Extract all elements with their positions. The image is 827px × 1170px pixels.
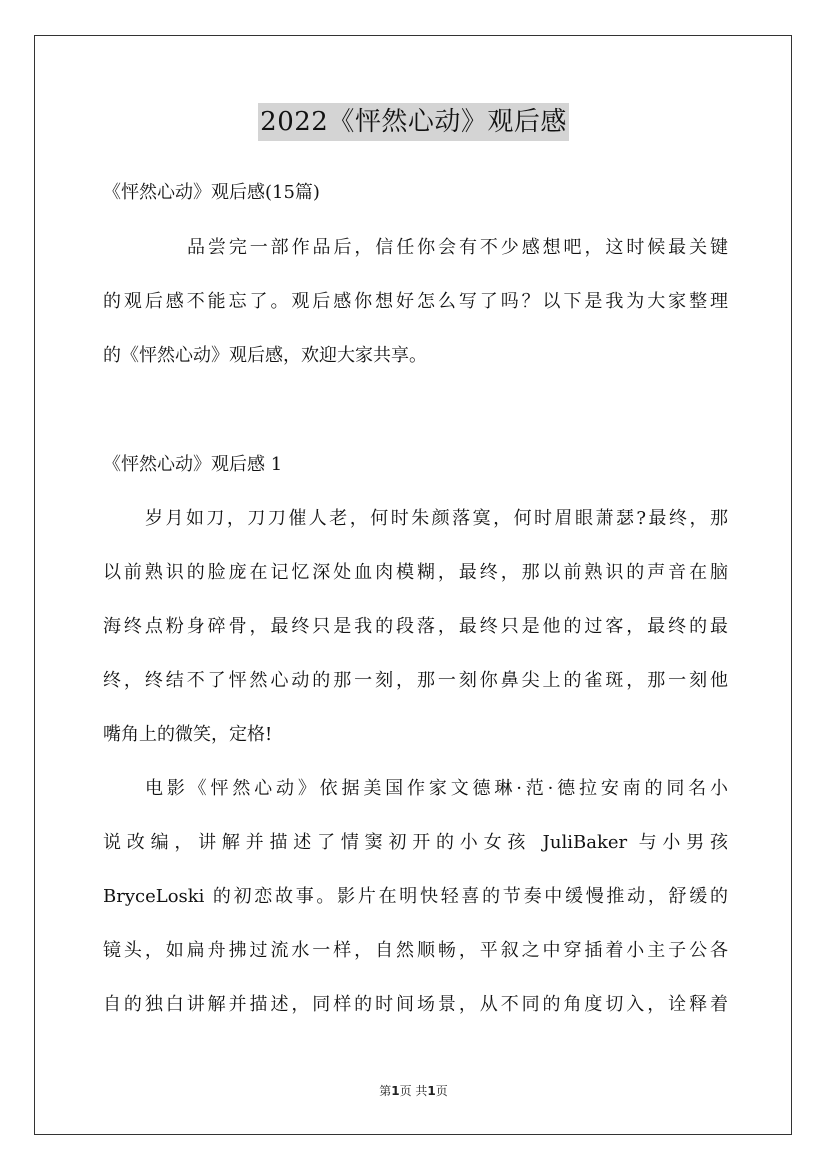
paragraph2-line-1: 电影《怦然心动》依据美国作家文德琳·范·德拉安南的同名小	[145, 778, 728, 799]
paragraph1-line-2: 以前熟识的脸庞在记忆深处血肉模糊，最终，那以前熟识的声音在脑	[103, 562, 728, 583]
footer-page-mid: 页 共	[399, 1084, 428, 1098]
paragraph2-line-3: BryceLoski 的初恋故事。影片在明快轻喜的节奏中缓慢推动，舒缓的	[103, 886, 728, 907]
paragraph1-line-5: 嘴角上的微笑，定格!	[103, 724, 273, 745]
intro-line-3: 的《怦然心动》观后感，欢迎大家共享。	[103, 345, 427, 366]
footer-current-page: 1	[391, 1084, 400, 1098]
paragraph1-line-4: 终，终结不了怦然心动的那一刻，那一刻你鼻尖上的雀斑，那一刻他	[103, 670, 728, 691]
document-title: 2022《怦然心动》观后感	[258, 103, 569, 141]
footer-page-prefix: 第	[379, 1084, 392, 1098]
paragraph1-line-3: 海终点粉身碎骨，最终只是我的段落，最终只是他的过客，最终的最	[103, 616, 728, 637]
paragraph2-line-5: 自的独白讲解并描述，同样的时间场景，从不同的角度切入，诠释着	[103, 994, 728, 1015]
page-footer	[0, 1083, 827, 1099]
title-container	[0, 103, 827, 141]
paragraph2-line-2: 说改编，讲解并描述了情窦初开的小女孩 JuliBaker 与小男孩	[103, 832, 728, 853]
intro-line-1: 品尝完一部作品后，信任你会有不少感想吧，这时候最关键	[187, 237, 728, 258]
section-heading: 《怦然心动》观后感 1	[103, 454, 283, 475]
intro-line-2: 的观后感不能忘了。观后感你想好怎么写了吗？以下是我为大家整理	[103, 291, 728, 312]
paragraph1-line-1: 岁月如刀，刀刀催人老，何时朱颜落寞，何时眉眼萧瑟?最终，那	[145, 508, 728, 529]
footer-total-pages: 1	[427, 1084, 436, 1098]
document-subtitle: 《怦然心动》观后感(15篇)	[103, 182, 320, 203]
footer-page-suffix: 页	[435, 1084, 448, 1098]
paragraph2-line-4: 镜头，如扁舟拂过流水一样，自然顺畅，平叙之中穿插着小主子公各	[103, 940, 728, 961]
